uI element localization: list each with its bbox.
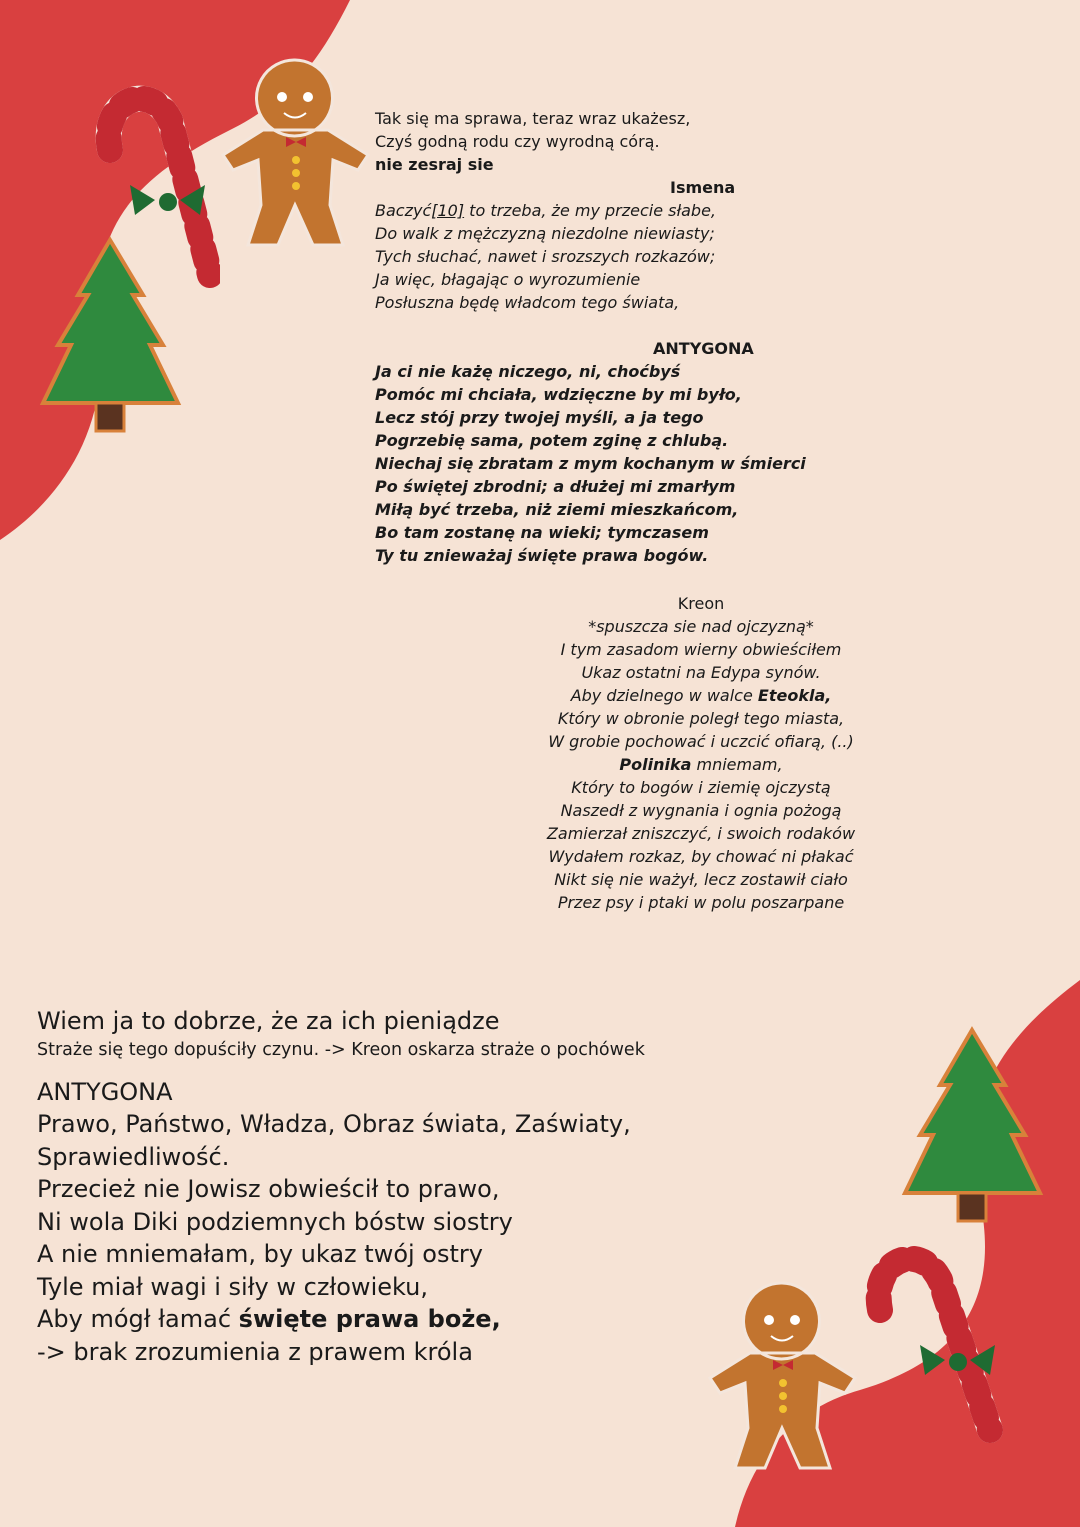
- verse-line: I tym zasadom wierny obwieściłem: [560, 640, 842, 659]
- verse-bold: Polinika: [619, 755, 692, 774]
- verse-line: Niechaj się zbratam z mym kochanym w śmierci: [375, 454, 806, 473]
- verse-line: Nikt się nie ważył, lecz zostawił ciało: [554, 870, 848, 889]
- note: nie zesraj sie: [375, 155, 494, 174]
- verse-line: Wydałem rozkaz, by chować ni płakać: [548, 847, 854, 866]
- verse-line: [530, 753, 872, 776]
- verse-line: Miłą być trzeba, niż ziemi mieszkańcom,: [375, 500, 739, 519]
- verse-line: Czyś godną rodu czy wyrodną córą.: [375, 132, 660, 151]
- verse-line: Przecież nie Jowisz obwieścił to prawo,: [37, 1175, 500, 1203]
- stage-direction: *spuszcza sie nad ojczyzną*: [588, 617, 814, 636]
- verse-line: Naszedł z wygnania i ognia pożogą: [560, 801, 842, 820]
- section-heading: ANTYGONA: [37, 1077, 173, 1106]
- themes-line: Prawo, Państwo, Władza, Obraz świata, Zaświaty,: [37, 1110, 631, 1138]
- dialogue-kreon: [530, 592, 872, 914]
- speaker-kreon: Kreon: [677, 594, 725, 613]
- verse-line: Który to bogów i ziemię ojczystą: [571, 778, 831, 797]
- verse-line: [37, 1303, 645, 1336]
- verse-line: A nie mniemałam, by ukaz twój ostry: [37, 1240, 483, 1268]
- verse-line: W grobie pochować i uczcić ofiarą, (..): [548, 732, 854, 751]
- candy-cane-icon: [860, 1240, 1010, 1450]
- verse-text: Aby dzielnego w walce: [570, 686, 758, 705]
- dialogue-top: [375, 107, 806, 567]
- verse-line: [375, 199, 775, 222]
- verse-line-with-comment: Straże się tego dopuściły czynu. -> Kreon oskarza straże o pochówek: [37, 1039, 645, 1060]
- verse-line: [530, 684, 872, 707]
- comment-line: -> brak zrozumienia z prawem króla: [37, 1337, 473, 1366]
- verse-line: Przez psy i ptaki w polu poszarpane: [557, 893, 845, 912]
- verse-line: Po świętej zbrodni; a dłużej mi zmarłym: [375, 477, 736, 496]
- gingerbread-man-icon: [218, 55, 373, 255]
- verse-line: Do walk z mężczyzną niezdolne niewiasty;: [375, 224, 715, 243]
- verse-line: Który w obronie poległ tego miasta,: [557, 709, 845, 728]
- verse-line: Ja więc, błagając o wyrozumienie: [375, 270, 641, 289]
- christmas-tree-icon: [38, 235, 183, 435]
- verse-text: Baczyć: [375, 201, 432, 220]
- verse-line: Zamierzał zniszczyć, i swoich rodaków: [546, 824, 856, 843]
- verse-line: Lecz stój przy twojej myśli, a ja tego: [375, 408, 704, 427]
- gingerbread-man-icon: [705, 1278, 860, 1478]
- verse-line: Pomóc mi chciała, wdzięczne by mi było,: [375, 385, 742, 404]
- verse-line: Bo tam zostanę na wieki; tymczasem: [375, 523, 709, 542]
- verse-text: mniemam,: [691, 755, 783, 774]
- verse-line: Tych słuchać, nawet i srozszych rozkazów;: [375, 247, 716, 266]
- verse-bold: święte prawa boże,: [238, 1305, 501, 1333]
- verse-line: Tyle miał wagi i siły w człowieku,: [37, 1272, 428, 1301]
- verse-line: Ty tu znieważaj święte prawa bogów.: [375, 546, 709, 565]
- verse-line: Ni wola Diki podziemnych bóstw siostry: [37, 1207, 513, 1236]
- verse-line: Ukaz ostatni na Edypa synów.: [581, 663, 821, 682]
- verse-text: to trzeba, że my przecie słabe,: [464, 201, 716, 220]
- verse-text: Aby mógł łamać: [37, 1305, 239, 1333]
- verse-line: Ja ci nie każę niczego, ni, choćbyś: [375, 362, 681, 381]
- verse-line: Posłuszna będę władcom tego świata,: [375, 293, 680, 312]
- speaker-antygona: ANTYGONA: [653, 339, 754, 358]
- verse-line: Tak się ma sprawa, teraz wraz ukażesz,: [375, 109, 691, 128]
- speaker-ismena: Ismena: [670, 178, 736, 197]
- footnote-link[interactable]: [10]: [431, 201, 465, 220]
- verse-line: Pogrzebię sama, potem zginę z chlubą.: [375, 431, 729, 450]
- verse-line: Wiem ja to dobrze, że za ich pieniądze: [37, 1007, 500, 1035]
- notes-bottom: [37, 1005, 645, 1368]
- verse-bold: Eteokla,: [757, 686, 832, 705]
- christmas-tree-icon: [900, 1025, 1045, 1225]
- themes-line: Sprawiedliwość.: [37, 1142, 230, 1171]
